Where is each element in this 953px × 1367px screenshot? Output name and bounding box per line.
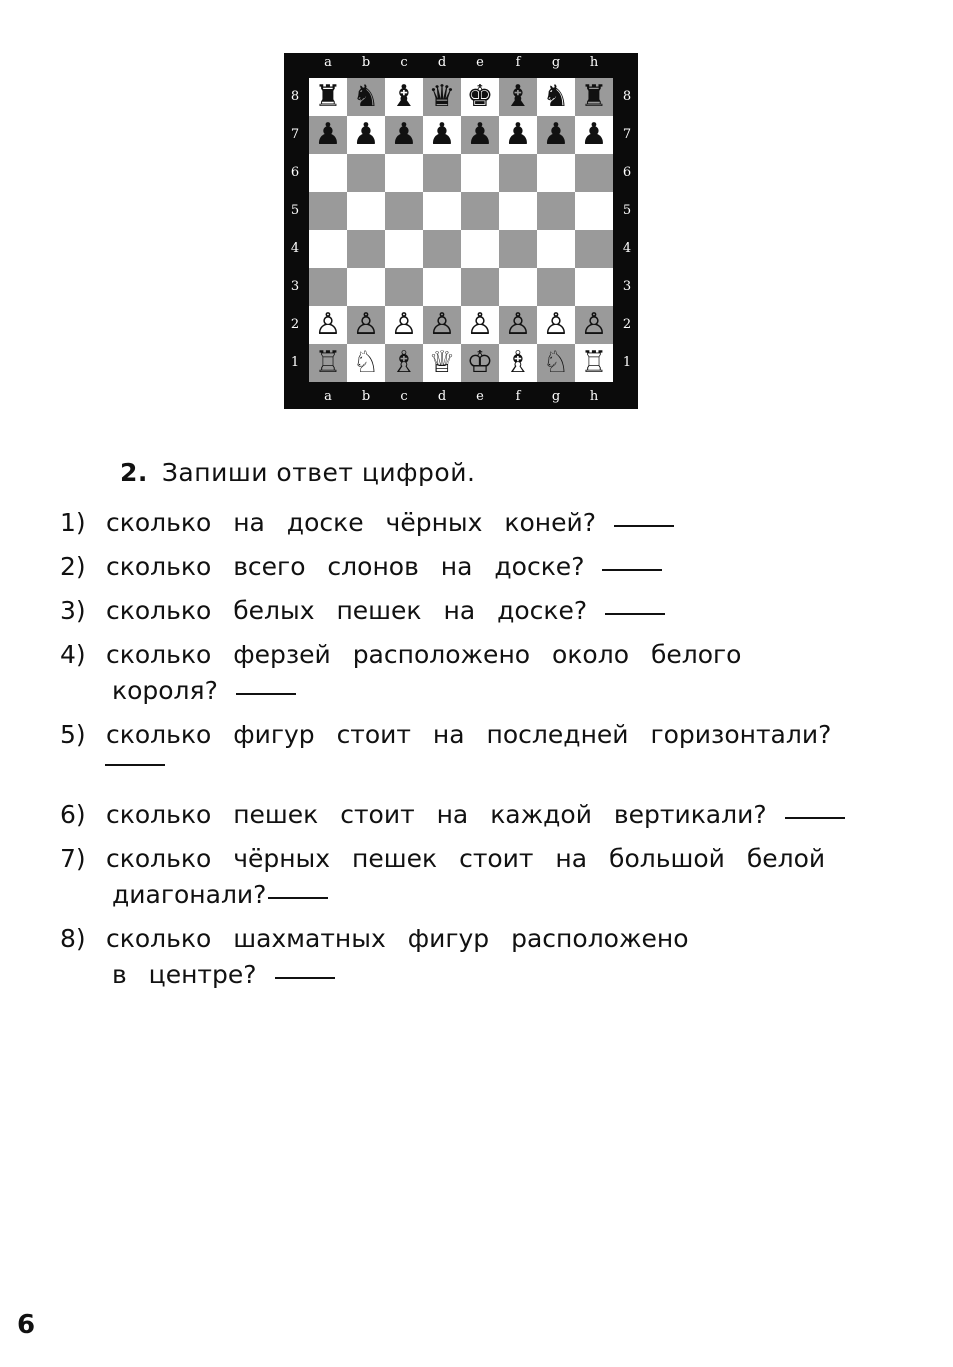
question-continuation: короля?	[112, 676, 218, 705]
square-f6	[499, 154, 537, 192]
rank-label-6: 6	[622, 165, 632, 180]
black-pawn-icon: ♟	[390, 117, 418, 152]
white-pawn-icon: ♙	[352, 307, 380, 342]
answer-blank[interactable]	[105, 764, 165, 766]
question-4	[60, 640, 742, 705]
file-label-c: c	[400, 389, 408, 404]
square-d7	[423, 116, 461, 154]
white-pawn-icon: ♙	[504, 307, 532, 342]
white-knight-icon: ♘	[352, 345, 380, 380]
question-number: 2)	[60, 552, 86, 581]
question-number: 3)	[60, 596, 86, 625]
question-2	[60, 552, 662, 581]
white-pawn-icon: ♙	[314, 307, 342, 342]
square-h5	[575, 192, 613, 230]
question-text: сколько шахматных фигур расположено	[106, 924, 689, 953]
question-text: сколько на доске чёрных коней?	[106, 508, 597, 537]
file-label-a: a	[324, 55, 332, 70]
task-heading	[120, 458, 475, 487]
white-rook-icon: ♖	[580, 345, 608, 380]
square-e4	[461, 230, 499, 268]
white-rook-icon: ♖	[314, 345, 342, 380]
square-g6	[537, 154, 575, 192]
answer-blank[interactable]	[268, 897, 328, 899]
square-a2	[309, 306, 347, 344]
file-label-d: d	[437, 389, 447, 404]
question-text: сколько ферзей расположено около белого	[106, 640, 742, 669]
square-c6	[385, 154, 423, 192]
question-number: 1)	[60, 508, 86, 537]
square-e7	[461, 116, 499, 154]
white-pawn-icon: ♙	[542, 307, 570, 342]
black-knight-icon: ♞	[352, 79, 380, 114]
white-queen-icon: ♕	[428, 345, 456, 380]
square-h3	[575, 268, 613, 306]
square-a3	[309, 268, 347, 306]
black-queen-icon: ♛	[428, 79, 456, 114]
question-8	[60, 924, 689, 989]
square-d5	[423, 192, 461, 230]
white-king-icon: ♔	[466, 345, 494, 380]
file-labels-bottom	[284, 387, 638, 407]
square-e3	[461, 268, 499, 306]
rank-label-6: 6	[290, 165, 300, 180]
square-b2	[347, 306, 385, 344]
square-h4	[575, 230, 613, 268]
square-b6	[347, 154, 385, 192]
black-pawn-icon: ♟	[466, 117, 494, 152]
question-number: 7)	[60, 844, 86, 873]
square-b1	[347, 344, 385, 382]
answer-blank[interactable]	[275, 977, 335, 979]
white-pawn-icon: ♙	[466, 307, 494, 342]
question-text: сколько фигур стоит на последней горизонтали?	[106, 720, 832, 749]
answer-blank[interactable]	[236, 693, 296, 695]
rank-labels-right	[616, 53, 638, 409]
square-g1	[537, 344, 575, 382]
rank-label-4: 4	[290, 241, 300, 256]
white-pawn-icon: ♙	[390, 307, 418, 342]
answer-blank[interactable]	[605, 613, 665, 615]
square-h8	[575, 78, 613, 116]
square-f1	[499, 344, 537, 382]
task-number: 2.	[120, 458, 148, 487]
square-a4	[309, 230, 347, 268]
square-c4	[385, 230, 423, 268]
square-c7	[385, 116, 423, 154]
question-number: 6)	[60, 800, 86, 829]
black-pawn-icon: ♟	[542, 117, 570, 152]
square-c2	[385, 306, 423, 344]
white-bishop-icon: ♗	[504, 345, 532, 380]
board-grid	[309, 78, 613, 382]
square-f4	[499, 230, 537, 268]
question-6	[60, 800, 845, 829]
square-g3	[537, 268, 575, 306]
square-c1	[385, 344, 423, 382]
square-e6	[461, 154, 499, 192]
square-h7	[575, 116, 613, 154]
square-b8	[347, 78, 385, 116]
rank-label-1: 1	[290, 355, 300, 370]
question-3	[60, 596, 665, 625]
square-d3	[423, 268, 461, 306]
square-h6	[575, 154, 613, 192]
file-label-g: g	[551, 55, 561, 70]
square-d1	[423, 344, 461, 382]
square-b4	[347, 230, 385, 268]
square-e2	[461, 306, 499, 344]
rank-label-7: 7	[622, 127, 632, 142]
square-a7	[309, 116, 347, 154]
black-pawn-icon: ♟	[314, 117, 342, 152]
square-d8	[423, 78, 461, 116]
task-title: Запиши ответ цифрой.	[161, 458, 476, 487]
question-7	[60, 844, 826, 909]
white-bishop-icon: ♗	[390, 345, 418, 380]
square-f5	[499, 192, 537, 230]
file-label-a: a	[324, 389, 332, 404]
square-d6	[423, 154, 461, 192]
rank-labels-left	[284, 53, 306, 409]
rank-label-8: 8	[622, 89, 632, 104]
square-e5	[461, 192, 499, 230]
black-rook-icon: ♜	[314, 79, 342, 114]
black-pawn-icon: ♟	[504, 117, 532, 152]
square-b7	[347, 116, 385, 154]
square-g2	[537, 306, 575, 344]
question-number: 5)	[60, 720, 86, 749]
square-h1	[575, 344, 613, 382]
square-d4	[423, 230, 461, 268]
black-rook-icon: ♜	[580, 79, 608, 114]
rank-label-2: 2	[290, 317, 300, 332]
square-e8	[461, 78, 499, 116]
black-bishop-icon: ♝	[390, 79, 418, 114]
question-text: сколько пешек стоит на каждой вертикали?	[106, 800, 767, 829]
file-label-g: g	[551, 389, 561, 404]
answer-blank[interactable]	[614, 525, 674, 527]
square-g4	[537, 230, 575, 268]
white-knight-icon: ♘	[542, 345, 570, 380]
rank-label-8: 8	[290, 89, 300, 104]
square-f3	[499, 268, 537, 306]
question-text: сколько чёрных пешек стоит на большой белой	[106, 844, 826, 873]
black-knight-icon: ♞	[542, 79, 570, 114]
question-1	[60, 508, 674, 537]
rank-label-3: 3	[622, 279, 632, 294]
square-h2	[575, 306, 613, 344]
rank-label-1: 1	[622, 355, 632, 370]
question-number: 8)	[60, 924, 86, 953]
rank-label-7: 7	[290, 127, 300, 142]
white-pawn-icon: ♙	[428, 307, 456, 342]
square-c5	[385, 192, 423, 230]
black-pawn-icon: ♟	[428, 117, 456, 152]
rank-label-3: 3	[290, 279, 300, 294]
black-pawn-icon: ♟	[580, 117, 608, 152]
rank-label-4: 4	[622, 241, 632, 256]
square-g5	[537, 192, 575, 230]
file-label-h: h	[589, 55, 599, 70]
square-d2	[423, 306, 461, 344]
file-label-f: f	[515, 55, 521, 70]
square-c3	[385, 268, 423, 306]
square-g8	[537, 78, 575, 116]
file-label-f: f	[515, 389, 521, 404]
question-continuation: в центре?	[112, 960, 257, 989]
answer-blank[interactable]	[602, 569, 662, 571]
square-f2	[499, 306, 537, 344]
question-continuation: диагонали?	[112, 880, 267, 909]
file-label-b: b	[361, 389, 371, 404]
file-label-h: h	[589, 389, 599, 404]
question-text: сколько всего слонов на доске?	[106, 552, 585, 581]
file-label-b: b	[361, 55, 371, 70]
black-bishop-icon: ♝	[504, 79, 532, 114]
square-b3	[347, 268, 385, 306]
square-a1	[309, 344, 347, 382]
white-pawn-icon: ♙	[580, 307, 608, 342]
square-a5	[309, 192, 347, 230]
rank-label-5: 5	[622, 203, 632, 218]
question-number: 4)	[60, 640, 86, 669]
question-text: сколько белых пешек на доске?	[106, 596, 588, 625]
file-label-d: d	[437, 55, 447, 70]
file-labels-top	[284, 53, 638, 73]
file-label-e: e	[476, 389, 484, 404]
rank-label-2: 2	[622, 317, 632, 332]
square-f8	[499, 78, 537, 116]
question-5	[60, 720, 831, 749]
answer-blank[interactable]	[785, 817, 845, 819]
black-pawn-icon: ♟	[352, 117, 380, 152]
square-e1	[461, 344, 499, 382]
square-f7	[499, 116, 537, 154]
file-label-c: c	[400, 55, 408, 70]
square-a6	[309, 154, 347, 192]
rank-label-5: 5	[290, 203, 300, 218]
black-king-icon: ♚	[466, 79, 494, 114]
square-b5	[347, 192, 385, 230]
square-c8	[385, 78, 423, 116]
file-label-e: e	[476, 55, 484, 70]
chessboard	[284, 53, 638, 409]
square-a8	[309, 78, 347, 116]
page-number: 6	[17, 1310, 36, 1340]
square-g7	[537, 116, 575, 154]
